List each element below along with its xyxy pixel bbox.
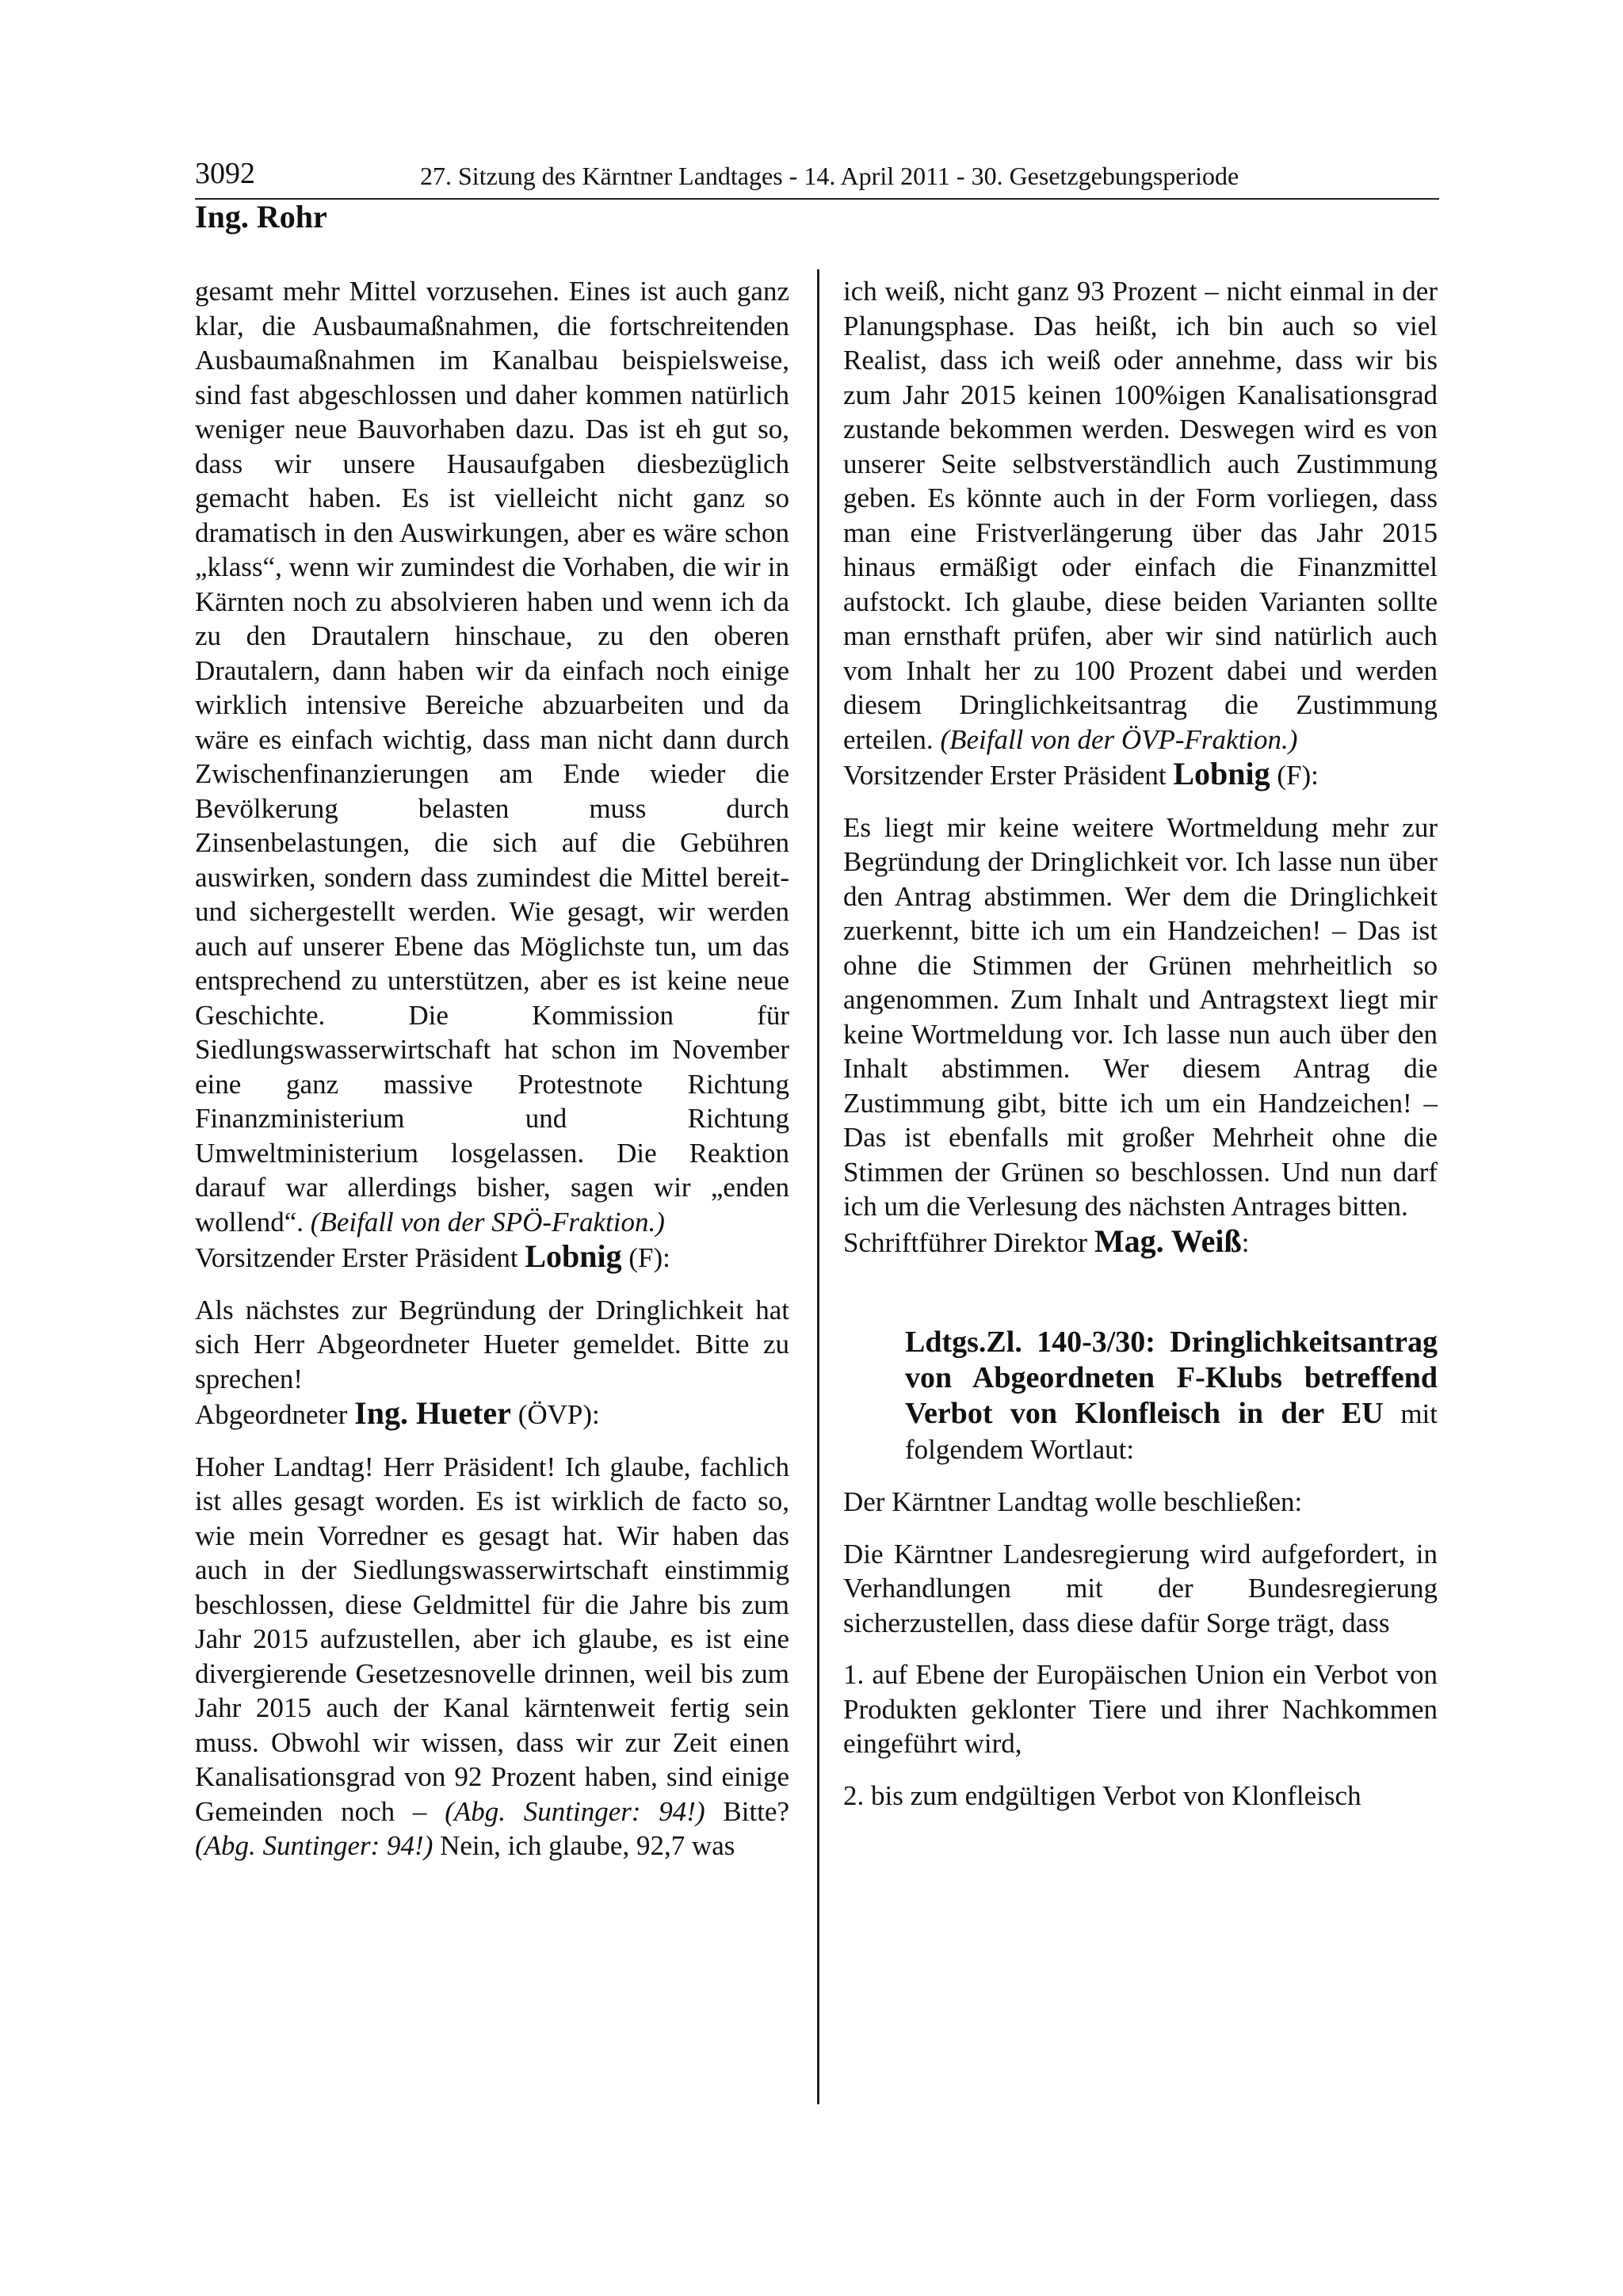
- left-p3-interjection-2: (Abg. Suntinger: 94!): [195, 1830, 433, 1861]
- agenda-item-heading: [905, 1325, 1438, 1467]
- left-sp2-suffix: (ÖVP):: [517, 1399, 600, 1430]
- left-sp1-suffix: (F):: [628, 1242, 670, 1273]
- right-sp1-suffix: (F):: [1277, 760, 1319, 791]
- left-sp1-prefix: Vorsitzender Erster Präsident: [195, 1242, 518, 1273]
- right-p1-text: ich weiß, nicht ganz 93 Prozent – nicht einmal in der Planungsphase. Das heißt, ich bin auch so viel Realist, dass ich weiß oder annehme, dass wir bis zum Jahr 2015 keinen 100%igen Kanalisationsgrad zustande bekommen werden. Deswegen wird es von unserer Seite selbstverständlich auch Zustimmung geben. Es könnte auch in der Form vorliegen, dass man eine Fristverlängerung über das Jahr 2015 hinaus ermäßigt oder einfach die Finanzmittel aufstockt. Ich glaube, diese beiden Varianten sollte man ernsthaft prüfen, aber wir sind natürlich auch vom Inhalt her zu 100 Prozent dabei und werden diesem Dringlichkeitsantrag die Zustimmung erteilen.: [843, 276, 1438, 755]
- left-p3-interjection-1: (Abg. Suntinger: 94!): [445, 1795, 705, 1827]
- right-speaker-line-1: [843, 757, 1438, 793]
- column-divider: [817, 269, 819, 2104]
- left-sp1-name: Lobnig: [525, 1238, 622, 1274]
- left-p1-applause: (Beifall von der SPÖ-Fraktion.): [310, 1206, 665, 1238]
- left-paragraph-2: Als nächstes zur Begründung der Dringlichkeit hat sich Herr Abgeordneter Hueter gemeldet. Bitte zu sprechen!: [195, 1294, 789, 1394]
- left-speaker-line-2: [195, 1396, 789, 1432]
- left-p3-text-c: Nein, ich glaube, 92,7 was: [440, 1830, 735, 1861]
- left-paragraph-1: [195, 274, 789, 1239]
- right-sp1-name: Lobnig: [1173, 756, 1270, 791]
- right-sp2-suffix: :: [1241, 1226, 1250, 1258]
- list-item-1: 1. auf Ebene der Europäischen Union ein Verbot von Produkten geklonter Tiere und ihrer Nachkommen eingeführt wird,: [843, 1659, 1438, 1759]
- right-p1-applause: (Beifall von der ÖVP-Fraktion.): [940, 723, 1298, 755]
- left-sp2-prefix: Abgeordneter: [195, 1399, 348, 1430]
- header-rule: [195, 198, 1439, 200]
- right-column: [843, 274, 1438, 1813]
- right-paragraph-2: Es liegt mir keine weitere Wortmeldung mehr zur Begründung der Dringlichkeit vor. Ich lasse nun über den Antrag abstimmen. Wer dem die Dringlichkeit zuerkennt, bitte ich um ein Handzeichen! – Das ist ohne die Stimmen der Grünen mehrheitlich so angenommen. Zum Inhalt und Antragstext liegt mir keine Wortmeldung vor. Ich lasse nun auch über den Inhalt abstimmen. Wer diesem Antrag die Zustimmung gibt, bitte ich um ein Handzeichen! – Das ist ebenfalls mit großer Mehrheit ohne die Stimmen der Grünen so beschlossen. Und nun darf ich um die Verlesung des nächsten Antrages bitten.: [843, 811, 1438, 1222]
- agenda-item-title: Ldtgs.Zl. 140-3/30: Dringlichkeitsantrag von Abgeordneten F-Klubs betreffend Verbot von Klonfleisch in der EU: [905, 1325, 1438, 1430]
- list-item-2: 2. bis zum endgültigen Verbot von Klonfleisch: [843, 1779, 1361, 1811]
- page-number: 3092: [195, 157, 255, 190]
- right-sp1-prefix: Vorsitzender Erster Präsident: [843, 760, 1167, 791]
- left-speaker-line-1: [195, 1239, 789, 1276]
- right-paragraph-4: Die Kärntner Landesregierung wird aufgefordert, in Verhandlungen mit der Bundesregierung sicherzustellen, dass diese dafür Sorge trägt, dass: [843, 1538, 1438, 1638]
- left-p1-text: gesamt mehr Mittel vorzusehen. Eines ist auch ganz klar, die Ausbaumaßnahmen, die fortschreitenden Ausbaumaßnahmen im Kanalbau beispielsweise, sind fast abgeschlossen und daher kommen natürlich weniger neue Bauvorhaben dazu. Das ist eh gut so, dass wir unsere Hausaufgaben diesbezüglich gemacht haben. Es ist vielleicht nicht ganz so dramatisch in den Auswirkungen, aber es wäre schon „klass“, wenn wir zumindest die Vorhaben, die wir in Kärnten noch zu absolvieren haben und wenn ich da zu den Drautalern hinschaue, zu den oberen Drautalern, dann haben wir da einfach noch einige wirklich intensive Bereiche abzuarbeiten und da wäre es einfach wichtig, dass man nicht dann durch Zwischenfinanzierungen am Ende wieder die Bevölkerung belasten muss durch Zinsenbelastungen, die sich auf die Gebühren auswirken, sondern dass zumindest die Mittel bereit- und sichergestellt werden. Wie gesagt, wir werden auch auf unserer Ebene das Möglichste tun, um das entsprechend zu unterstützen, aber es ist keine neue Geschichte. Die Kommission für Siedlungswasserwirtschaft hat schon im November eine ganz massive Protestnote Richtung Finanzministerium und Richtung Umweltministerium losgelassen. Die Reaktion darauf war allerdings bisher, sagen wir „enden wollend“.: [195, 276, 789, 1238]
- right-sp2-name: Mag. Weiß: [1094, 1222, 1242, 1259]
- running-title: 27. Sitzung des Kärntner Landtages - 14. April 2011 - 30. Gesetzgebungsperiode: [420, 162, 1239, 190]
- agenda-item-rest: mit folgendem Wortlaut:: [905, 1398, 1438, 1465]
- left-p3-text-b: Bitte?: [723, 1795, 789, 1827]
- right-speaker-line-2: [843, 1224, 1438, 1261]
- left-sp2-name: Ing. Hueter: [354, 1395, 511, 1431]
- current-speaker-header: Ing. Rohr: [195, 199, 327, 235]
- right-paragraph-1: [843, 274, 1438, 757]
- left-column: [195, 274, 789, 1863]
- left-paragraph-3: [195, 1450, 789, 1863]
- right-paragraph-3: Der Kärntner Landtag wolle beschließen:: [843, 1486, 1303, 1517]
- left-p3-text-a: Hoher Landtag! Herr Präsident! Ich glaube, fachlich ist alles gesagt worden. Es ist wirklich de facto so, wie mein Vorredner es gesagt hat. Wir haben das auch in der Siedlungswasserwirtschaft einstimmig beschlossen, diese Geldmittel für die Jahre bis zum Jahr 2015 aufzustellen, aber ich glaube, es ist eine divergierende Gesetzesnovelle drinnen, weil bis zum Jahr 2015 auch der Kanal kärntenweit fertig sein muss. Obwohl wir wissen, dass wir zur Zeit einen Kanalisationsgrad von 92 Prozent haben, sind einige Gemeinden noch –: [195, 1451, 789, 1827]
- right-sp2-prefix: Schriftführer Direktor: [843, 1226, 1088, 1258]
